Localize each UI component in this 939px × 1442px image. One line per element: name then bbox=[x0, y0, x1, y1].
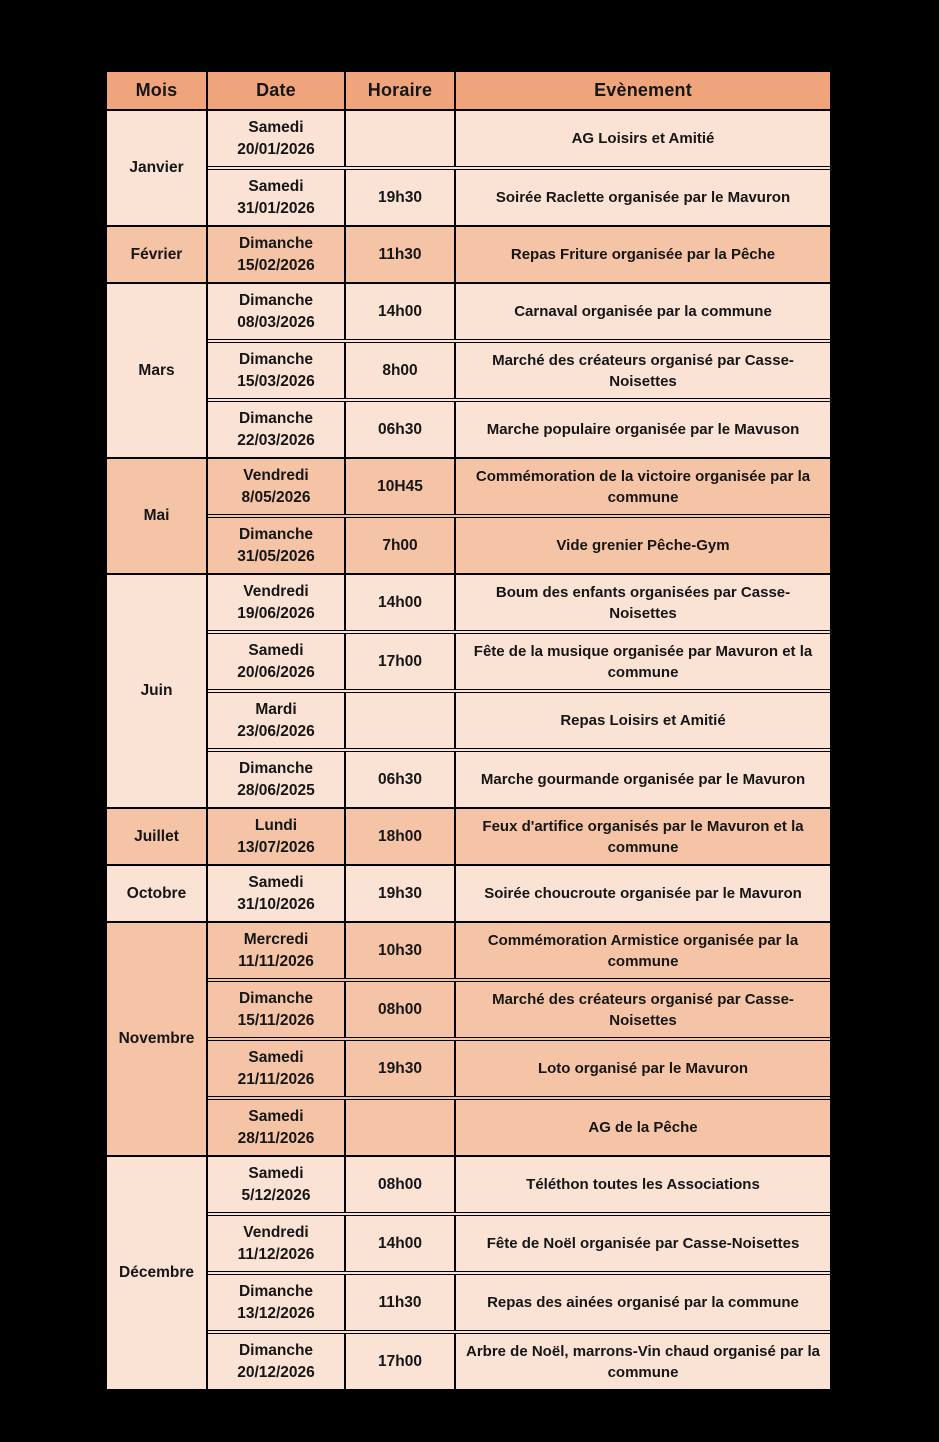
date-label: 5/12/2026 bbox=[241, 1186, 311, 1204]
date-cell bbox=[208, 459, 346, 514]
date-label: 28/06/2025 bbox=[237, 781, 315, 799]
date-cell bbox=[208, 1334, 346, 1389]
day-label: Dimanche bbox=[238, 1282, 314, 1300]
event-cell: Commémoration Armistice organisée par la commune bbox=[487, 931, 799, 970]
month-group-décembre bbox=[107, 1155, 830, 1389]
day-label: Vendredi bbox=[243, 582, 309, 600]
date-label: 11/12/2026 bbox=[237, 1245, 315, 1263]
month-group-janvier bbox=[107, 111, 830, 225]
date-cell bbox=[208, 923, 346, 978]
event-row bbox=[208, 459, 830, 514]
month-cell: Janvier bbox=[107, 111, 208, 225]
event-cell: Boum des enfants organisées par Casse-Noisettes bbox=[495, 583, 791, 622]
date-label: 28/11/2026 bbox=[237, 1129, 315, 1147]
date-label: 20/06/2026 bbox=[237, 663, 315, 681]
month-cell: Novembre bbox=[107, 923, 208, 1155]
event-cell: Fête de Noël organisée par Casse-Noisettes bbox=[486, 1235, 800, 1252]
event-row bbox=[208, 284, 830, 339]
table-body bbox=[107, 111, 830, 1389]
month-cell: Juillet bbox=[107, 809, 208, 864]
date-cell bbox=[208, 809, 346, 864]
event-row bbox=[208, 1157, 830, 1212]
event-row bbox=[208, 166, 830, 225]
date-cell bbox=[208, 1216, 346, 1271]
month-group-mai bbox=[107, 457, 830, 573]
time-cell: 11h30 bbox=[346, 227, 456, 282]
date-cell bbox=[208, 634, 346, 689]
date-label: 23/06/2026 bbox=[237, 722, 315, 740]
date-cell bbox=[208, 170, 346, 225]
date-cell bbox=[208, 1041, 346, 1096]
event-cell: Arbre de Noël, marrons-Vin chaud organisé par la commune bbox=[466, 1342, 820, 1381]
column-header-mois: Mois bbox=[107, 72, 208, 109]
event-cell: Soirée Raclette organisée par le Mavuron bbox=[495, 189, 791, 206]
date-label: 31/01/2026 bbox=[237, 199, 315, 217]
time-cell: 08h00 bbox=[346, 982, 456, 1037]
date-label: 22/03/2026 bbox=[237, 431, 315, 449]
month-rows bbox=[208, 227, 830, 282]
event-cell: Repas Loisirs et Amitié bbox=[560, 712, 726, 729]
month-group-mars bbox=[107, 282, 830, 457]
month-group-novembre bbox=[107, 921, 830, 1155]
day-label: Lundi bbox=[254, 816, 298, 834]
event-cell: Commémoration de la victoire organisée par la commune bbox=[475, 467, 811, 506]
event-row bbox=[208, 809, 830, 864]
day-label: Vendredi bbox=[243, 1223, 309, 1241]
date-cell bbox=[208, 227, 346, 282]
month-rows bbox=[208, 111, 830, 225]
day-label: Samedi bbox=[248, 1164, 304, 1182]
time-cell: 06h30 bbox=[346, 402, 456, 457]
date-cell bbox=[208, 575, 346, 630]
event-cell: Vide grenier Pêche-Gym bbox=[556, 537, 730, 554]
event-row bbox=[208, 1212, 830, 1271]
day-label: Dimanche bbox=[238, 759, 314, 777]
date-label: 08/03/2026 bbox=[237, 313, 315, 331]
time-cell: 19h30 bbox=[346, 866, 456, 921]
date-cell bbox=[208, 1157, 346, 1212]
day-label: Dimanche bbox=[238, 409, 314, 427]
event-cell: AG de la Pêche bbox=[588, 1119, 698, 1136]
month-group-juillet bbox=[107, 807, 830, 864]
time-cell: 14h00 bbox=[346, 284, 456, 339]
event-row bbox=[208, 866, 830, 921]
day-label: Mercredi bbox=[243, 930, 309, 948]
month-group-février bbox=[107, 225, 830, 282]
event-row bbox=[208, 923, 830, 978]
time-cell: 10H45 bbox=[346, 459, 456, 514]
time-cell: 11h30 bbox=[346, 1275, 456, 1330]
event-cell: Soirée choucroute organisée par le Mavuron bbox=[484, 885, 802, 902]
day-label: Dimanche bbox=[238, 525, 314, 543]
time-cell: 06h30 bbox=[346, 752, 456, 807]
time-cell: 08h00 bbox=[346, 1157, 456, 1212]
day-label: Vendredi bbox=[243, 466, 309, 484]
month-rows bbox=[208, 923, 830, 1155]
time-cell: 10h30 bbox=[346, 923, 456, 978]
day-label: Dimanche bbox=[238, 350, 314, 368]
month-group-octobre bbox=[107, 864, 830, 921]
day-label: Samedi bbox=[248, 1048, 304, 1066]
day-label: Samedi bbox=[248, 1107, 304, 1125]
day-label: Samedi bbox=[248, 873, 304, 891]
table-header-row bbox=[107, 72, 830, 111]
time-cell bbox=[346, 1100, 456, 1155]
event-cell: Marche gourmande organisée par le Mavuron bbox=[480, 771, 806, 788]
date-label: 11/11/2026 bbox=[238, 952, 314, 970]
date-label: 13/12/2026 bbox=[237, 1304, 315, 1322]
date-cell bbox=[208, 1100, 346, 1155]
events-table bbox=[105, 70, 832, 1391]
day-label: Dimanche bbox=[238, 291, 314, 309]
month-cell: Décembre bbox=[107, 1157, 208, 1389]
date-label: 31/10/2026 bbox=[237, 895, 315, 913]
day-label: Dimanche bbox=[238, 1341, 314, 1359]
event-row bbox=[208, 630, 830, 689]
month-rows bbox=[208, 809, 830, 864]
time-cell: 18h00 bbox=[346, 809, 456, 864]
event-cell: Marche populaire organisée par le Mavuson bbox=[486, 421, 800, 438]
date-label: 15/03/2026 bbox=[237, 372, 315, 390]
day-label: Dimanche bbox=[238, 989, 314, 1007]
date-label: 13/07/2026 bbox=[237, 838, 315, 856]
day-label: Dimanche bbox=[238, 234, 314, 252]
time-cell: 17h00 bbox=[346, 634, 456, 689]
month-group-juin bbox=[107, 573, 830, 807]
month-rows bbox=[208, 866, 830, 921]
event-row bbox=[208, 1096, 830, 1155]
date-cell bbox=[208, 1275, 346, 1330]
date-cell bbox=[208, 982, 346, 1037]
month-rows bbox=[208, 459, 830, 573]
column-header-evenement: Evènement bbox=[594, 80, 692, 100]
event-row bbox=[208, 1271, 830, 1330]
month-rows bbox=[208, 1157, 830, 1389]
event-row bbox=[208, 1037, 830, 1096]
event-cell: Repas Friture organisée par la Pêche bbox=[510, 246, 776, 263]
event-cell: Repas des ainées organisé par la commune bbox=[487, 1294, 799, 1311]
month-cell: Mai bbox=[107, 459, 208, 573]
time-cell: 14h00 bbox=[346, 575, 456, 630]
date-cell bbox=[208, 284, 346, 339]
date-cell bbox=[208, 752, 346, 807]
event-row bbox=[208, 514, 830, 573]
column-header-date: Date bbox=[208, 72, 346, 109]
day-label: Samedi bbox=[248, 177, 304, 195]
date-label: 8/05/2026 bbox=[241, 488, 311, 506]
event-row bbox=[208, 689, 830, 748]
date-label: 20/01/2026 bbox=[237, 140, 315, 158]
date-cell bbox=[208, 402, 346, 457]
date-cell bbox=[208, 693, 346, 748]
event-row bbox=[208, 111, 830, 166]
date-label: 15/11/2026 bbox=[237, 1011, 315, 1029]
date-label: 19/06/2026 bbox=[237, 604, 315, 622]
event-row bbox=[208, 575, 830, 630]
date-cell bbox=[208, 343, 346, 398]
event-cell: AG Loisirs et Amitié bbox=[571, 130, 715, 147]
time-cell: 14h00 bbox=[346, 1216, 456, 1271]
event-cell: Marché des créateurs organisé par Casse-Noisettes bbox=[492, 990, 794, 1029]
month-cell: Février bbox=[107, 227, 208, 282]
month-cell: Octobre bbox=[107, 866, 208, 921]
date-cell bbox=[208, 866, 346, 921]
date-label: 20/12/2026 bbox=[237, 1363, 315, 1381]
event-row bbox=[208, 748, 830, 807]
event-cell: Fête de la musique organisée par Mavuron et la commune bbox=[473, 642, 813, 681]
date-label: 31/05/2026 bbox=[237, 547, 315, 565]
time-cell bbox=[346, 111, 456, 166]
date-label: 21/11/2026 bbox=[237, 1070, 315, 1088]
event-cell: Loto organisé par le Mavuron bbox=[537, 1060, 749, 1077]
month-cell: Mars bbox=[107, 284, 208, 457]
day-label: Samedi bbox=[248, 118, 304, 136]
time-cell: 17h00 bbox=[346, 1334, 456, 1389]
event-cell: Téléthon toutes les Associations bbox=[526, 1176, 760, 1193]
date-cell bbox=[208, 518, 346, 573]
date-cell bbox=[208, 111, 346, 166]
time-cell bbox=[346, 693, 456, 748]
column-header-horaire: Horaire bbox=[346, 72, 456, 109]
event-row bbox=[208, 978, 830, 1037]
day-label: Samedi bbox=[248, 641, 304, 659]
event-cell: Carnaval organisée par la commune bbox=[514, 303, 772, 320]
time-cell: 19h30 bbox=[346, 1041, 456, 1096]
event-cell: Feux d'artifice organisés par le Mavuron et la commune bbox=[482, 817, 804, 856]
event-row bbox=[208, 1330, 830, 1389]
time-cell: 8h00 bbox=[346, 343, 456, 398]
event-row bbox=[208, 339, 830, 398]
event-row bbox=[208, 398, 830, 457]
month-cell: Juin bbox=[107, 575, 208, 807]
date-label: 15/02/2026 bbox=[237, 256, 315, 274]
day-label: Mardi bbox=[255, 700, 297, 718]
month-rows bbox=[208, 575, 830, 807]
time-cell: 7h00 bbox=[346, 518, 456, 573]
event-cell: Marché des créateurs organisé par Casse-Noisettes bbox=[492, 351, 794, 390]
time-cell: 19h30 bbox=[346, 170, 456, 225]
event-row bbox=[208, 227, 830, 282]
month-rows bbox=[208, 284, 830, 457]
